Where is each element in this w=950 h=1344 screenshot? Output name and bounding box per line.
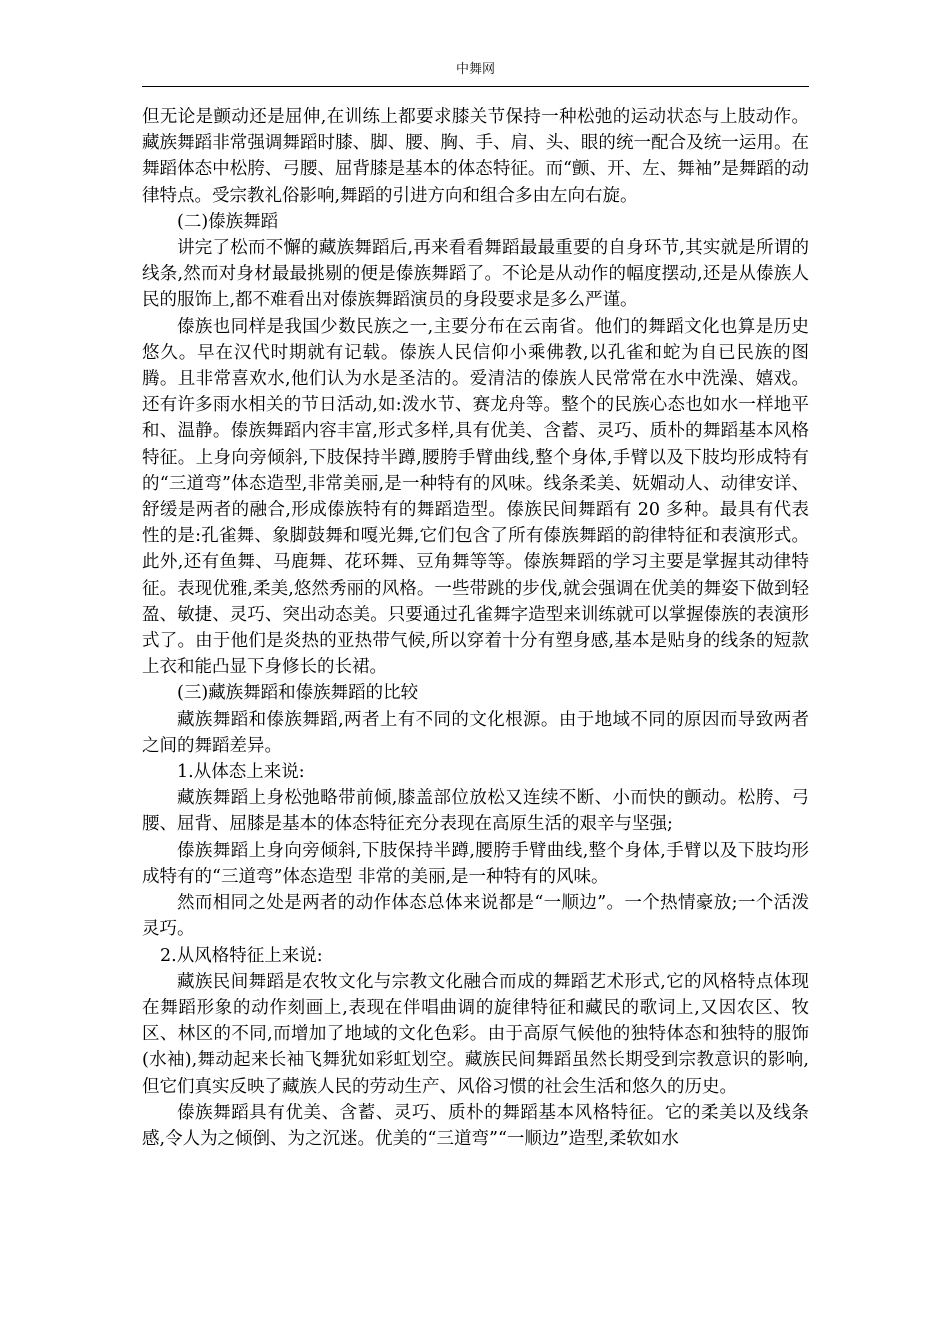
paragraph: 藏族民间舞蹈是农牧文化与宗教文化融合而成的舞蹈艺术形式,它的风格特点体现在舞蹈形象的动作刻画上,表现在伴唱曲调的旋律特征和藏民的歌词上,又因农区、牧区、林区的不同,而增加了地域的文化色彩。由于高原气候他的独特体态和独特的服饰(水袖),舞动起来长袖飞舞犹如彩虹划空。藏族民间舞蹈虽然长期受到宗教意识的影响,但它们真实反映了藏族人民的劳动生产、风俗习惯的社会生活和悠久的历史。: [142, 971, 809, 1097]
article-body: [142, 104, 809, 1152]
section-heading: (二)傣族舞蹈: [177, 211, 279, 232]
subsection-heading: 2.从风格特征上来说:: [160, 945, 323, 966]
paragraph: 但无论是颤动还是屈伸,在训练上都要求膝关节保持一种松弛的运动状态与上肢动作。藏族舞蹈非常强调舞蹈时膝、脚、腰、胸、手、肩、头、眼的统一配合及统一运用。在舞蹈体态中松胯、弓腰、屈背膝是基本的体态特征。而“颤、开、左、舞袖”是舞蹈的动律特点。受宗教礼俗影响,舞蹈的引进方向和组合多由左向右旋。: [142, 107, 809, 206]
subsection-heading: 1.从体态上来说:: [177, 762, 305, 783]
paragraph: 讲完了松而不懈的藏族舞蹈后,再来看看舞蹈最最重要的自身环节,其实就是所谓的线条,然而对身材最最挑剔的便是傣族舞蹈了。不论是从动作的幅度摆动,还是从傣族人民的服饰上,都不难看出对傣族舞蹈演员的身段要求是多么严谨。: [142, 238, 809, 311]
paragraph: 傣族舞蹈上身向旁倾斜,下肢保持半蹲,腰胯手臂曲线,整个身体,手臂以及下肢均形成特有的“三道弯”体态造型 非常的美丽,是一种特有的风味。: [142, 840, 809, 887]
paragraph: 傣族也同样是我国少数民族之一,主要分布在云南省。他们的舞蹈文化也算是历史悠久。早在汉代时期就有记载。傣族人民信仰小乘佛教,以孔雀和蛇为自已民族的图腾。且非常喜欢水,他们认为水是圣洁的。爱清洁的傣族人民常常在水中洗澡、嬉戏。还有许多雨水相关的节日活动,如:泼水节、赛龙舟等。整个的民族心态也如水一样地平和、温静。傣族舞蹈内容丰富,形式多样,具有优美、含蓄、灵巧、质朴的舞蹈基本风格特征。上身向旁倾斜,下肢保持半蹲,腰胯手臂曲线,整个身体,手臂以及下肢均形成特有的“三道弯”体态造型,非常美丽,是一种特有的风味。线条柔美、妩媚动人、动律安详、舒缓是两者的融合,形成傣族特有的舞蹈造型。傣族民间舞蹈有 20 多种。最具有代表性的是:孔雀舞、象脚鼓舞和嘎光舞,它们包含了所有傣族舞蹈的韵律特征和表演形式。此外,还有鱼舞、马鹿舞、花环舞、豆角舞等等。傣族舞蹈的学习主要是掌握其动律特征。表现优雅,柔美,悠然秀丽的风格。一些带跳的步伐,就会强调在优美的舞姿下做到轻盈、敏捷、灵巧、突出动态美。只要通过孔雀舞字造型来训练就可以掌握傣族的表演形式了。由于他们是炎热的亚热带气候,所以穿着十分有塑身感,基本是贴身的线条的短款上衣和能凸显下身修长的长裙。: [142, 316, 809, 678]
paragraph: 藏族舞蹈上身松弛略带前倾,膝盖部位放松又连续不断、小而快的颤动。松胯、弓腰、屈背、屈膝是基本的体态特征充分表现在高原生活的艰辛与坚强;: [142, 788, 809, 835]
page-header: 中舞网: [455, 62, 495, 77]
section-heading: (三)藏族舞蹈和傣族舞蹈的比较: [177, 683, 419, 704]
paragraph: 藏族舞蹈和傣族舞蹈,两者上有不同的文化根源。由于地域不同的原因而导致两者之间的舞蹈差异。: [142, 709, 809, 756]
paragraph: 然而相同之处是两者的动作体态总体来说都是“一顺边”。一个热情豪放;一个活泼灵巧。: [142, 893, 809, 940]
paragraph: 傣族舞蹈具有优美、含蓄、灵巧、质朴的舞蹈基本风格特征。它的柔美以及线条感,令人为之倾倒、为之沉迷。优美的“三道弯”“一顺边”造型,柔软如水: [142, 1102, 809, 1149]
header-divider: [142, 86, 809, 87]
